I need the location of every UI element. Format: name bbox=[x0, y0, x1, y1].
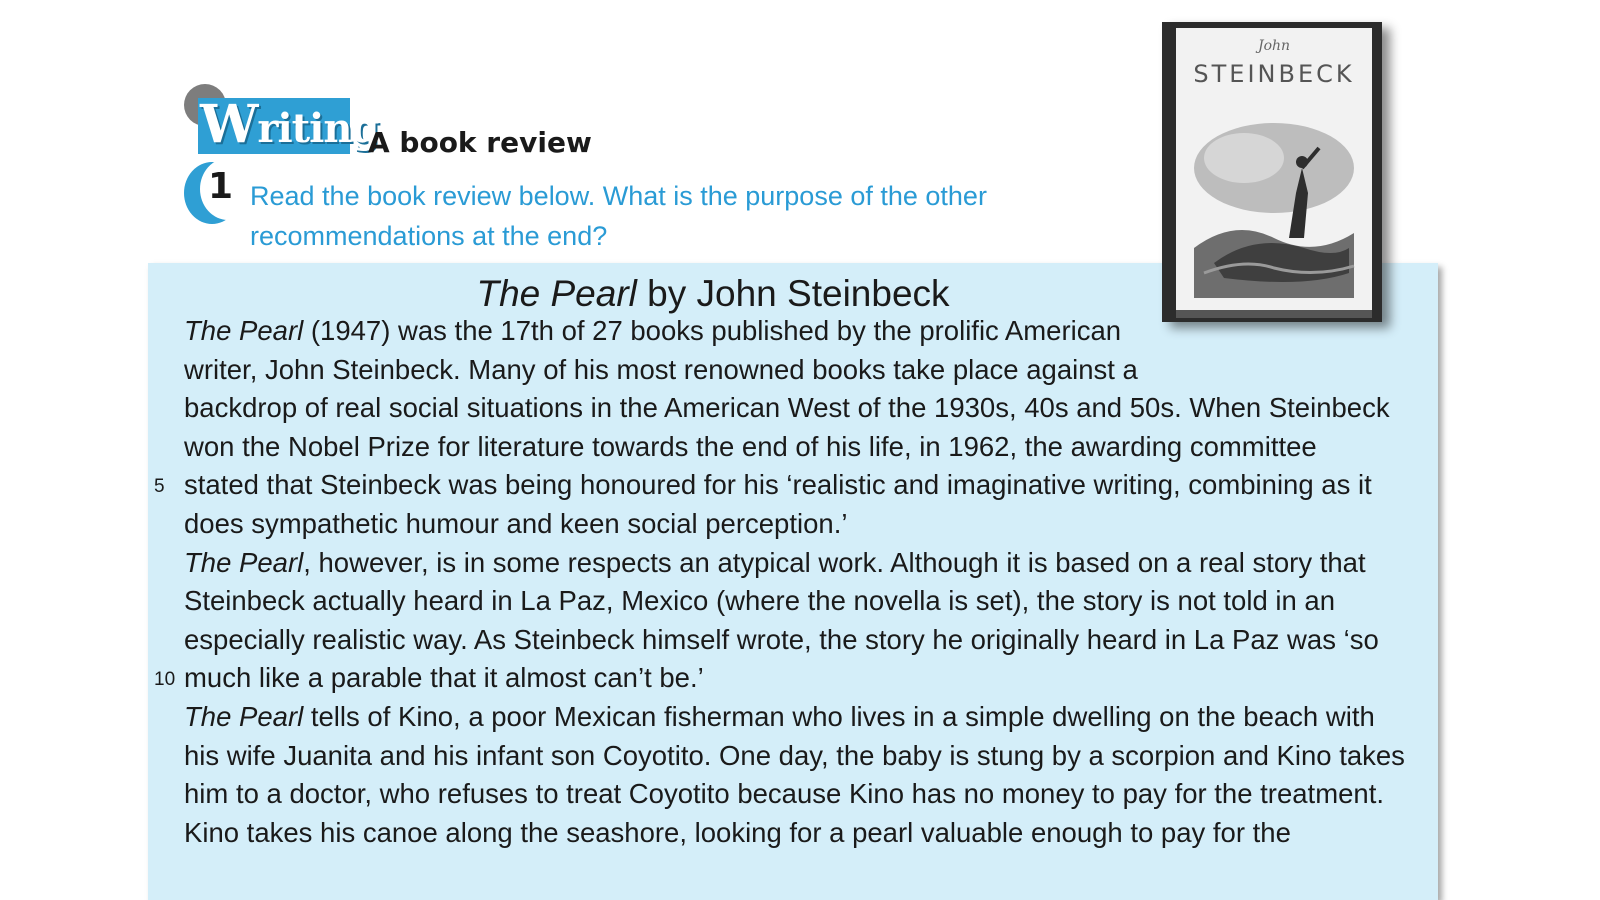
review-line: especially realistic way. As Steinbeck himself wrote, the story he originally heard in La Paz was ‘so bbox=[184, 623, 1379, 655]
review-line: The Pearl, however, is in some respects an atypical work. Although it is based on a real story that bbox=[184, 546, 1366, 578]
book-author-last: STEINBECK bbox=[1193, 60, 1355, 88]
cover-illustration-icon bbox=[1184, 98, 1364, 298]
review-line: The Pearl tells of Kino, a poor Mexican fisherman who lives in a simple dwelling on the beach with bbox=[184, 701, 1375, 732]
badge-label: Writing bbox=[200, 94, 379, 155]
book-author-first: John bbox=[1257, 38, 1291, 54]
line-number: 5 bbox=[154, 476, 165, 498]
review-line: stated that Steinbeck was being honoured for his ‘realistic and imaginative writing, combining as it bbox=[184, 469, 1372, 501]
review-line: writer, John Steinbeck. Many of his most renowned books take place against a bbox=[184, 353, 1138, 385]
review-line: backdrop of real social situations in the American West of the 1930s, 40s and 50s. When Steinbeck bbox=[184, 392, 1390, 424]
exercise-number-marker bbox=[184, 162, 244, 226]
review-title: The Pearl by John Steinbeck bbox=[476, 273, 950, 314]
review-text-panel bbox=[148, 263, 1438, 900]
review-line: much like a parable that it almost can’t be.’ bbox=[184, 662, 704, 694]
review-line: does sympathetic humour and keen social perception.’ bbox=[184, 508, 848, 539]
exercise-number: 1 bbox=[208, 166, 234, 207]
review-line: him to a doctor, who refuses to treat Coyotito because Kino has no money to pay for the treatment. bbox=[184, 778, 1384, 810]
review-line: The Pearl (1947) was the 17th of 27 books published by the prolific American bbox=[184, 315, 1122, 346]
review-line: Kino takes his canoe along the seashore, looking for a pearl valuable enough to pay for the bbox=[184, 816, 1291, 848]
line-number: 10 bbox=[154, 669, 176, 691]
book-cover-image bbox=[1162, 22, 1382, 322]
exercise-instruction: Read the book review below. What is the purpose of the other recommendations at the end? bbox=[250, 181, 987, 251]
section-title: A book review bbox=[368, 126, 592, 159]
review-line: his wife Juanita and his infant son Coyotito. One day, the baby is stung by a scorpion and Kino takes bbox=[184, 739, 1405, 771]
review-line: Steinbeck actually heard in La Paz, Mexico (where the novella is set), the story is not told in an bbox=[184, 585, 1336, 617]
review-line: won the Nobel Prize for literature towards the end of his life, in 1962, the awarding committee bbox=[184, 430, 1317, 462]
writing-section-badge bbox=[184, 84, 379, 158]
